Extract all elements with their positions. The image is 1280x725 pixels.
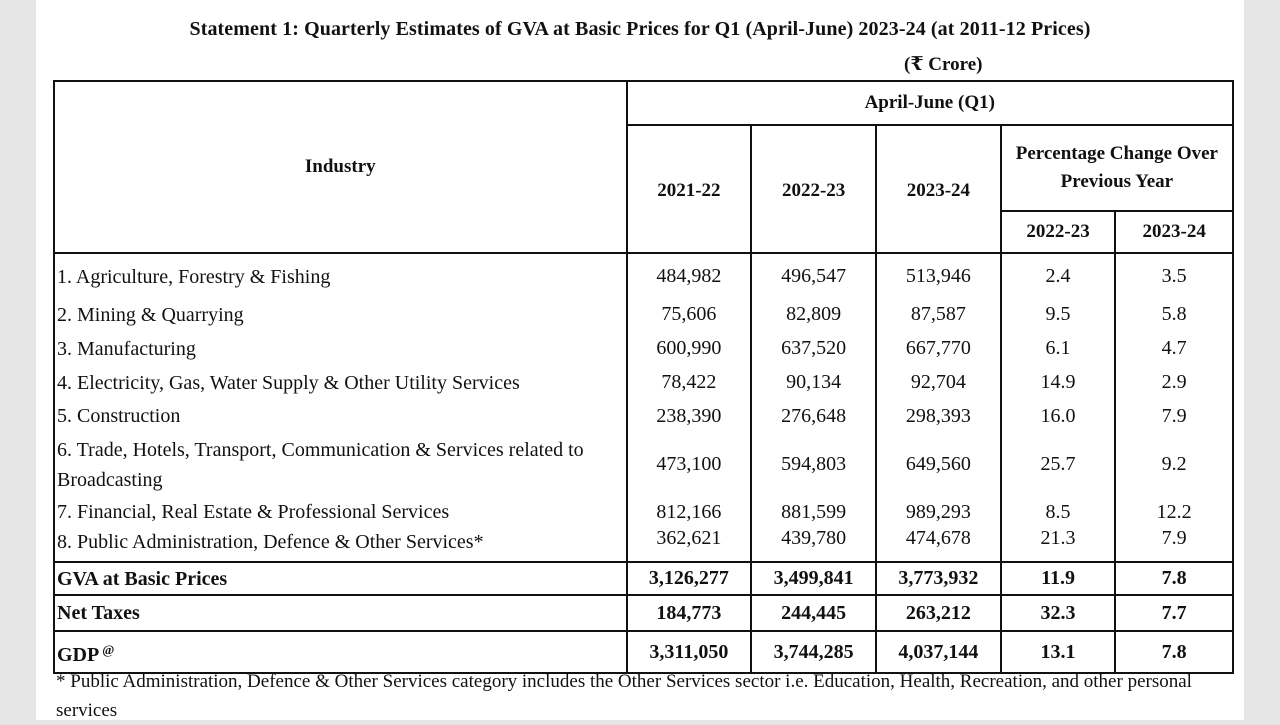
table-row bbox=[54, 432, 1233, 497]
value-cell: 3,311,050 bbox=[627, 631, 752, 673]
year-header: 2023-24 bbox=[876, 125, 1001, 253]
value-cell: 667,770 bbox=[876, 332, 1001, 365]
pct-cell: 9.5 bbox=[1001, 297, 1116, 332]
value-cell: 3,744,285 bbox=[751, 631, 876, 673]
pct-cell: 21.3 bbox=[1001, 527, 1116, 562]
summary-label: GVA at Basic Prices bbox=[54, 562, 627, 595]
summary-label: Net Taxes bbox=[54, 595, 627, 631]
value-cell: 439,780 bbox=[751, 527, 876, 562]
value-cell: 594,803 bbox=[751, 432, 876, 497]
value-cell: 649,560 bbox=[876, 432, 1001, 497]
pct-year-header: 2022-23 bbox=[1001, 211, 1116, 253]
gdp-footnote-mark: @ bbox=[102, 641, 115, 657]
table-row bbox=[54, 365, 1233, 400]
pct-year-header: 2023-24 bbox=[1115, 211, 1233, 253]
industry-label: 3. Manufacturing bbox=[54, 332, 627, 365]
value-cell: 812,166 bbox=[627, 497, 752, 527]
value-cell: 75,606 bbox=[627, 297, 752, 332]
value-cell: 637,520 bbox=[751, 332, 876, 365]
pct-cell: 11.9 bbox=[1001, 562, 1116, 595]
table-row bbox=[54, 527, 1233, 562]
value-cell: 3,773,932 bbox=[876, 562, 1001, 595]
value-cell: 263,212 bbox=[876, 595, 1001, 631]
value-cell: 244,445 bbox=[751, 595, 876, 631]
summary-row-net-taxes bbox=[54, 595, 1233, 631]
table-row bbox=[54, 400, 1233, 432]
value-cell: 989,293 bbox=[876, 497, 1001, 527]
value-cell: 92,704 bbox=[876, 365, 1001, 400]
value-cell: 496,547 bbox=[751, 253, 876, 297]
gva-table bbox=[53, 80, 1234, 674]
pct-cell: 7.9 bbox=[1115, 400, 1233, 432]
value-cell: 3,499,841 bbox=[751, 562, 876, 595]
value-cell: 362,621 bbox=[627, 527, 752, 562]
pct-cell: 5.8 bbox=[1115, 297, 1233, 332]
value-cell: 513,946 bbox=[876, 253, 1001, 297]
summary-label: GDP bbox=[57, 643, 100, 666]
pct-cell: 3.5 bbox=[1115, 253, 1233, 297]
value-cell: 78,422 bbox=[627, 365, 752, 400]
value-cell: 4,037,144 bbox=[876, 631, 1001, 673]
value-cell: 474,678 bbox=[876, 527, 1001, 562]
summary-row-gva bbox=[54, 562, 1233, 595]
pct-cell: 7.7 bbox=[1115, 595, 1233, 631]
footnote: * Public Administration, Defence & Other Services category includes the Other Services sector i.e. Education, Health, Recreation, and other personal services bbox=[56, 671, 1192, 721]
pct-cell: 2.4 bbox=[1001, 253, 1116, 297]
pct-cell: 13.1 bbox=[1001, 631, 1116, 673]
pct-cell: 6.1 bbox=[1001, 332, 1116, 365]
value-cell: 484,982 bbox=[627, 253, 752, 297]
industry-label: 5. Construction bbox=[54, 400, 627, 432]
industry-header: Industry bbox=[54, 81, 627, 253]
value-cell: 82,809 bbox=[751, 297, 876, 332]
pct-cell: 8.5 bbox=[1001, 497, 1116, 527]
period-header: April-June (Q1) bbox=[627, 81, 1234, 125]
unit-label: (₹ Crore) bbox=[904, 54, 983, 75]
value-cell: 90,134 bbox=[751, 365, 876, 400]
pct-cell: 32.3 bbox=[1001, 595, 1116, 631]
pct-change-header: Percentage Change Over Previous Year bbox=[1001, 125, 1233, 211]
year-header: 2022-23 bbox=[751, 125, 876, 253]
pct-cell: 7.8 bbox=[1115, 631, 1233, 673]
industry-label: 6. Trade, Hotels, Transport, Communication & Services related to Broadcasting bbox=[54, 432, 627, 497]
year-header: 2021-22 bbox=[627, 125, 752, 253]
value-cell: 473,100 bbox=[627, 432, 752, 497]
value-cell: 298,393 bbox=[876, 400, 1001, 432]
value-cell: 881,599 bbox=[751, 497, 876, 527]
value-cell: 276,648 bbox=[751, 400, 876, 432]
industry-label: 1. Agriculture, Forestry & Fishing bbox=[54, 253, 627, 297]
pct-cell: 14.9 bbox=[1001, 365, 1116, 400]
industry-label: 2. Mining & Quarrying bbox=[54, 297, 627, 332]
table-row bbox=[54, 332, 1233, 365]
table-row bbox=[54, 253, 1233, 297]
value-cell: 184,773 bbox=[627, 595, 752, 631]
value-cell: 87,587 bbox=[876, 297, 1001, 332]
pct-cell: 12.2 bbox=[1115, 497, 1233, 527]
value-cell: 600,990 bbox=[627, 332, 752, 365]
table-row bbox=[54, 297, 1233, 332]
industry-label: 4. Electricity, Gas, Water Supply & Other Utility Services bbox=[54, 365, 627, 400]
statement-page bbox=[36, 0, 1244, 720]
industry-label: 7. Financial, Real Estate & Professional Services bbox=[54, 497, 627, 527]
pct-cell: 7.9 bbox=[1115, 527, 1233, 562]
pct-cell: 25.7 bbox=[1001, 432, 1116, 497]
table-row bbox=[54, 497, 1233, 527]
industry-label: 8. Public Administration, Defence & Other Services* bbox=[54, 527, 627, 562]
pct-cell: 7.8 bbox=[1115, 562, 1233, 595]
pct-cell: 9.2 bbox=[1115, 432, 1233, 497]
value-cell: 3,126,277 bbox=[627, 562, 752, 595]
pct-cell: 4.7 bbox=[1115, 332, 1233, 365]
pct-cell: 16.0 bbox=[1001, 400, 1116, 432]
statement-title: Statement 1: Quarterly Estimates of GVA at Basic Prices for Q1 (April-June) 2023-24 (at 2011-12 Prices) bbox=[189, 18, 1091, 40]
pct-cell: 2.9 bbox=[1115, 365, 1233, 400]
value-cell: 238,390 bbox=[627, 400, 752, 432]
